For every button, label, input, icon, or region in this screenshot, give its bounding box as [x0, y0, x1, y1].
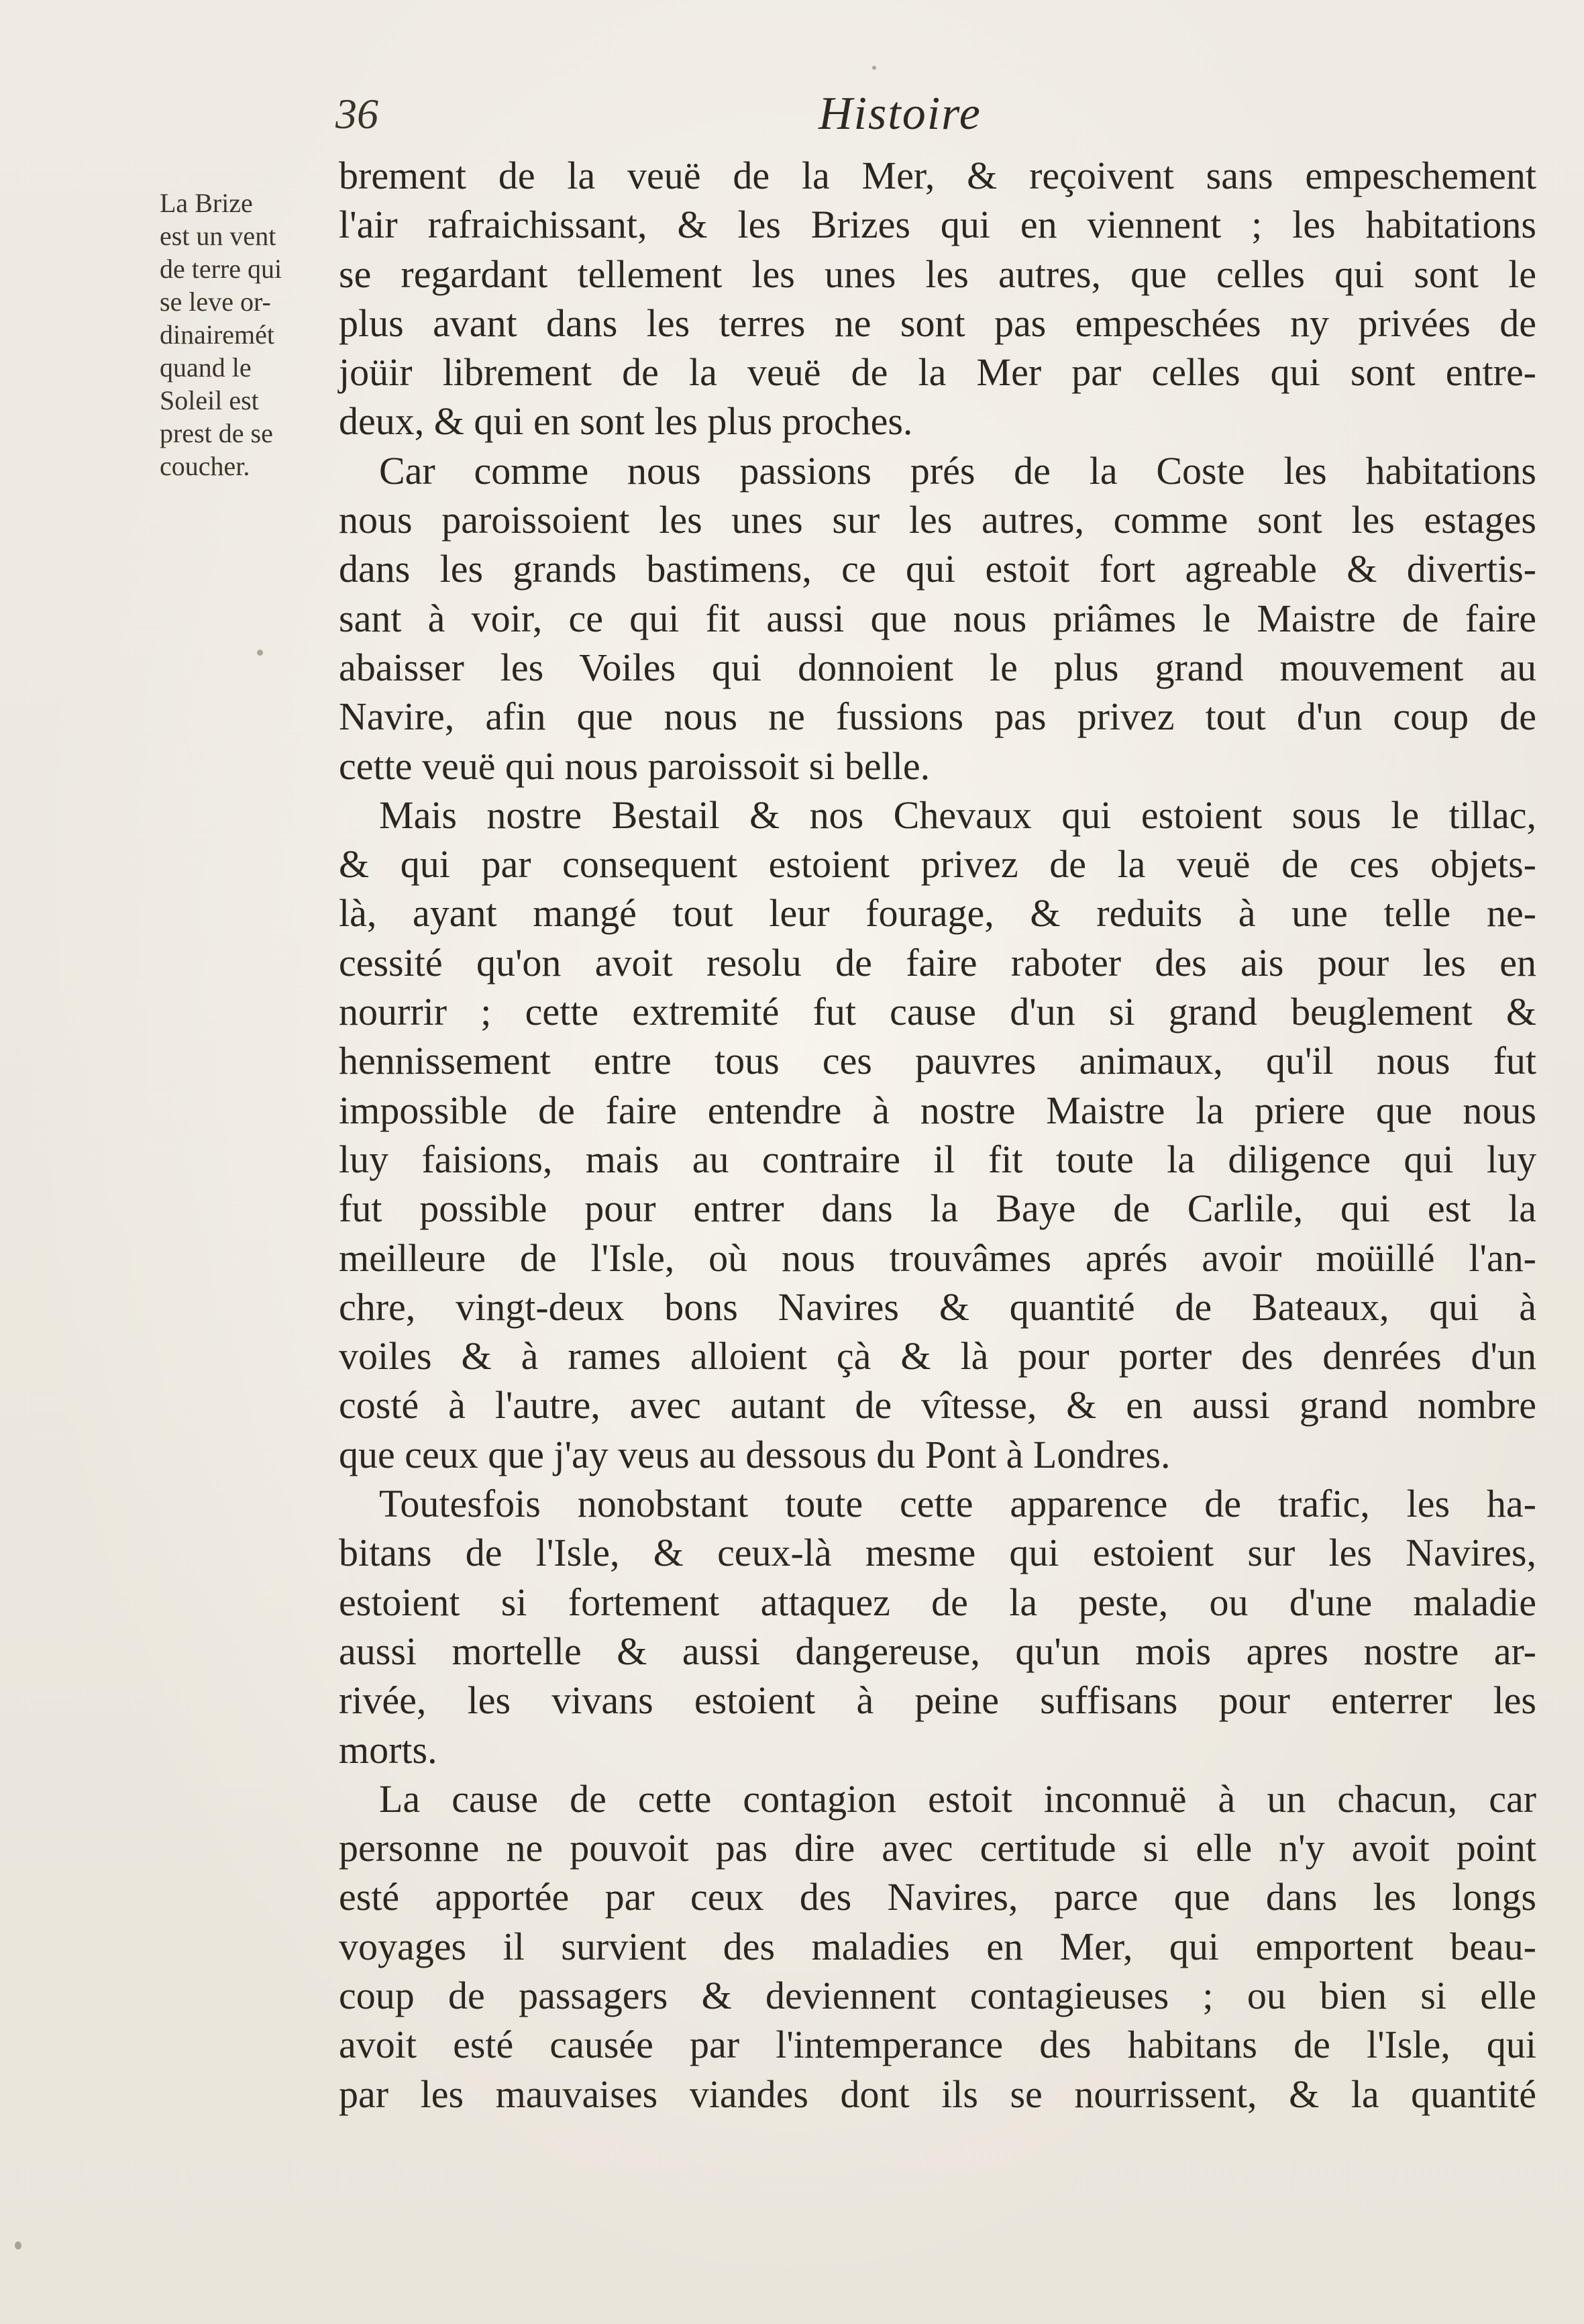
text-line: là, ayant mangé tout leur fourage, & reduits à une telle ne-	[339, 891, 1536, 936]
text-line: costé à l'autre, avec autant de vîtesse, & en aussi grand nombre	[339, 1383, 1536, 1427]
text-line: cessité qu'on avoit resolu de faire raboter des ais pour les en	[339, 940, 1536, 984]
text-line: sant à voir, ce qui fit aussi que nous priâmes le Maistre de faire	[339, 596, 1536, 640]
text-line: rivée, les vivans estoient à peine suffisans pour enterrer les	[339, 1678, 1536, 1723]
text-line: Navire, afin que nous ne fussions pas privez tout d'un coup de	[339, 695, 1536, 739]
text-line: deux, & qui en sont les plus proches.	[339, 399, 913, 444]
text-line: par les mauvaises viandes dont ils se nourrissent, & la quantité	[339, 2072, 1536, 2116]
text-line: estoient si fortement attaquez de la peste, ou d'une maladie	[339, 1580, 1536, 1624]
text-line: voyages il survient des maladies en Mer, qui emportent beau-	[339, 1924, 1536, 1968]
ink-spot	[257, 650, 263, 656]
text-line: fut possible pour entrer dans la Baye de Carlile, qui est la	[339, 1186, 1536, 1231]
margin-note-line: prest de se	[160, 418, 273, 448]
paragraph-first-line: Mais nostre Bestail & nos Chevaux qui estoient sous le tillac,	[379, 793, 1536, 837]
running-title: Histoire	[819, 88, 982, 140]
paragraph-first-line: Toutesfois nonobstant toute cette apparence de trafic, les ha-	[379, 1482, 1536, 1526]
text-line: joüir librement de la veuë de la Mer par celles qui sont entre-	[339, 350, 1536, 395]
text-line: avoit esté causée par l'intemperance des habitans de l'Isle, qui	[339, 2023, 1536, 2067]
text-line: cette veuë qui nous paroissoit si belle.	[339, 744, 931, 788]
margin-note-line: coucher.	[160, 451, 250, 481]
margin-note-line: de terre qui	[160, 254, 282, 284]
text-line: brement de la veuë de la Mer, & reçoivent sans empeschement	[339, 154, 1536, 197]
text-line: & qui par consequent estoient privez de la veuë de ces objets-	[339, 842, 1536, 887]
text-line: personne ne pouvoit pas dire avec certitude si elle n'y avoit point	[339, 1826, 1536, 1870]
margin-note-line: La Brize	[160, 188, 253, 218]
margin-note-line: quand le	[160, 352, 252, 383]
margin-note-line: se leve or-	[160, 287, 271, 317]
text-line: abaisser les Voiles qui donnoient le plus grand mouvement au	[339, 645, 1536, 689]
margin-note-line: Soleil est	[160, 385, 259, 415]
text-line: se regardant tellement les unes les autres, que celles qui sont le	[339, 252, 1536, 296]
paragraph-first-line: Car comme nous passions prés de la Coste les habitations	[379, 448, 1536, 493]
margin-note-line: dinairemét	[160, 319, 275, 350]
body-text	[339, 151, 1536, 2119]
text-line: impossible de faire entendre à nostre Maistre la priere que nous	[339, 1088, 1536, 1132]
text-line: nourrir ; cette extremité fut cause d'un si grand beuglement &	[339, 990, 1536, 1034]
text-line: chre, vingt-deux bons Navires & quantité de Bateaux, qui à	[339, 1284, 1536, 1329]
text-line: que ceux que j'ay veus au dessous du Pont à Londres.	[339, 1432, 1171, 1476]
margin-note-line: est un vent	[160, 221, 276, 251]
text-line: meilleure de l'Isle, où nous trouvâmes aprés avoir moüillé l'an-	[339, 1235, 1536, 1280]
text-line: esté apportée par ceux des Navires, parce que dans les longs	[339, 1875, 1536, 1919]
text-line: bitans de l'Isle, & ceux-là mesme qui estoient sur les Navires,	[339, 1531, 1536, 1575]
text-line: l'air rafraichissant, & les Brizes qui en viennent ; les habitations	[339, 203, 1536, 247]
ink-spot	[872, 66, 876, 70]
text-line: morts.	[339, 1727, 437, 1772]
text-line: voiles & à rames alloient çà & là pour porter des denrées d'un	[339, 1334, 1536, 1378]
margin-note	[160, 187, 326, 483]
text-line: plus avant dans les terres ne sont pas empeschées ny privées de	[339, 301, 1536, 345]
text-line: hennissement entre tous ces pauvres animaux, qu'il nous fut	[339, 1039, 1536, 1083]
text-line: dans les grands bastimens, ce qui estoit fort agreable & divertis-	[339, 547, 1536, 591]
page-number: 36	[335, 90, 378, 138]
text-line: aussi mortelle & aussi dangereuse, qu'un mois apres nostre ar-	[339, 1629, 1536, 1673]
text-line: coup de passagers & deviennent contagieuses ; ou bien si elle	[339, 1973, 1536, 2017]
paragraph-first-line: La cause de cette contagion estoit inconnuë à un chacun, car	[379, 1776, 1536, 1821]
page-header	[335, 87, 1536, 148]
text-line: nous paroissoient les unes sur les autres, comme sont les estages	[339, 498, 1536, 542]
text-line: luy faisions, mais au contraire il fit toute la diligence qui luy	[339, 1137, 1536, 1181]
ink-spot	[15, 2241, 21, 2250]
